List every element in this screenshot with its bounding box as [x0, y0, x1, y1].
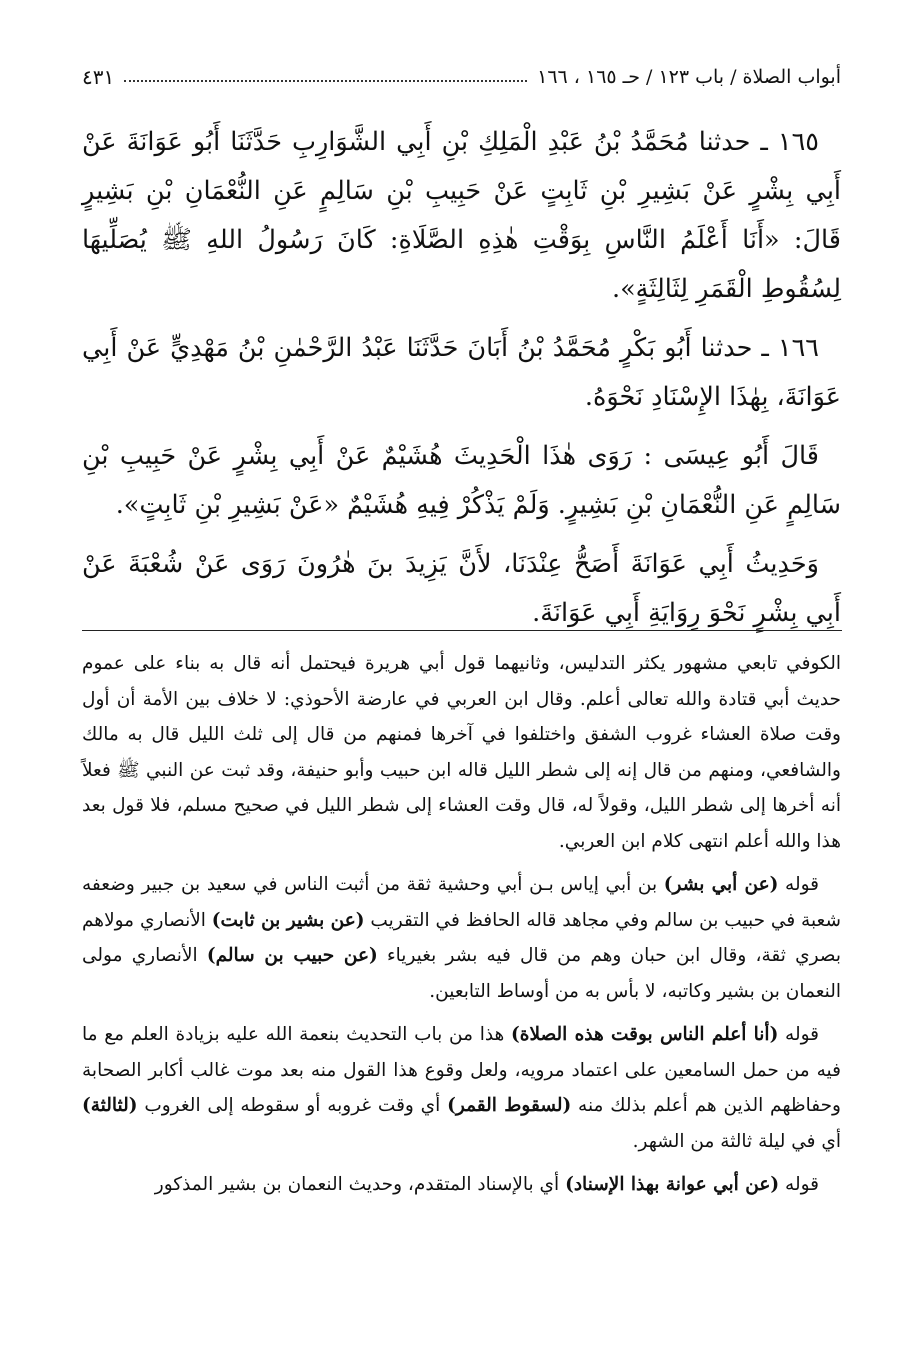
footnote-2-text-1: بن أبي إياس بـن أبي وحشية ثقة من أثبت الناس في سعيد بن جبير وضعفه شعبة في حبيب بن سالم وفي مجاهد قاله الحافظ في التقريب: [82, 874, 841, 931]
footnote-2-term-2: (عن بشير بن ثابت): [211, 909, 365, 931]
footnote-4-intro: قوله: [785, 1174, 819, 1195]
footnote-3-term-2: (لسقوط القمر): [447, 1095, 572, 1116]
footnote-4-term-1: (عن أبي عوانة بهذا الإسناد): [565, 1174, 780, 1195]
footnote-2-term-1: (عن أبي بشر): [663, 874, 779, 895]
hadith-166: ١٦٦ ـ حدثنا أَبُو بَكْرٍ مُحَمَّدُ بْنُ أَبَانَ حَدَّثَنَا عَبْدُ الرَّحْمٰنِ بْنُ مَهْدِيٍّ عَنْ أَبِي عَوَانَةَ، بِهٰذَا الإِسْنَادِ نَحْوَهُ.: [82, 333, 841, 412]
footnote-2-intro: قوله: [785, 874, 819, 895]
footnote-4: [82, 1167, 841, 1203]
header-dot-leader: [124, 80, 527, 82]
footnote-3-term-1: (أنا أعلم الناس بوقت هذه الصلاة): [511, 1024, 779, 1045]
footnote-1: الكوفي تابعي مشهور يكثر التدليس، وثانيهما قول أبي هريرة فيحتمل أنه قال به بناء على عموم حديث أبي قتادة والله تعالى أعلم. وقال ابن العربي في عارضة الأحوذي: لا خلاف بين الأمة أن أول وقت صلاة العشاء غروب الشفق واختلفوا في آخرها فمنهم من قال إلى ثلث الليل قال به مالك والشافعي، ومنهم من قال إنه إلى شطر الليل قاله ابن حبيب وأبو حنيفة، وقد ثبت عن النبي ﷺ فعلاً أنه أخرها إلى شطر الليل، وقولاً له، قال وقت العشاء إلى شطر الليل في صحيح مسلم، فلا قول بعد هذا والله أعلم انتهى كلام ابن العربي.: [82, 653, 841, 852]
footnotes: [82, 646, 841, 1211]
footnote-2: [82, 867, 841, 1009]
footnote-2-term-3: (عن حبيب بن سالم): [206, 945, 378, 966]
page-header: [82, 62, 841, 92]
footnote-3-intro: قوله: [785, 1024, 819, 1045]
footnote-separator: [82, 630, 842, 631]
commentary-abu-isa: قَالَ أَبُو عِيسَى : رَوَى هٰذَا الْحَدِيثَ هُشَيْمٌ عَنْ أَبِي بِشْرٍ عَنْ حَبِيبِ بْنِ سَالِمٍ عَنِ النُّعْمَانِ بْنِ بَشِيرٍ. وَلَمْ يَذْكُرْ فِيهِ هُشَيْمٌ «عَنْ بَشِيرِ بْنِ ثَابِتٍ».: [82, 441, 841, 520]
footnote-3-text-3: أي في ليلة ثالثة من الشهر.: [632, 1130, 841, 1152]
page-number: ٤٣١: [82, 65, 115, 89]
commentary-abu-awana: وَحَدِيثُ أَبِي عَوَانَةَ أَصَحُّ عِنْدَنَا، لأَنَّ يَزِيدَ بنَ هٰرُونَ رَوَى عَنْ شُعْبَةَ عَنْ أَبِي بِشْرٍ نَحْوَ رِوَايَةِ أَبِي عَوَانَةَ.: [82, 549, 841, 628]
hadith-165: ١٦٥ ـ حدثنا مُحَمَّدُ بْنُ عَبْدِ الْمَلِكِ بْنِ أَبِي الشَّوَارِبِ حَدَّثَنَا أَبُو عَوَانَةَ عَنْ أَبِي بِشْرٍ عَنْ بَشِيرِ بْنِ ثَابِتٍ عَنْ حَبِيبِ بْنِ سَالِمٍ عَنِ النُّعْمَانِ بْنِ بَشِيرٍ قَالَ: «أَنَا أَعْلَمُ النَّاسِ بِوَقْتِ هٰذِهِ الصَّلَاةِ: كَانَ رَسُولُ اللهِ ﷺ يُصَلِّيهَا لِسُقُوطِ الْقَمَرِ لِثَالِثَةٍ».: [82, 127, 841, 304]
footnote-3: [82, 1017, 841, 1159]
footnote-3-term-3: (لثالثة): [82, 1095, 138, 1116]
footnote-3-text-1: هذا من باب التحديث بنعمة الله عليه بزيادة العلم مع ما فيه من حمل السامعين على اعتماد مرويه، ولعل وقوع هذا القول منه بعد موت غالب أكابر الصحابة وحفاظهم الذين هم أعلم بذلك منه: [82, 1024, 841, 1116]
footnote-2-text-2: الأنصاري مولاهم بصري ثقة، وقال ابن حبان وهم من قال فيه بشر بغيرياء: [82, 909, 841, 966]
main-text: [82, 118, 841, 648]
footnote-3-text-2: أي وقت غروبه أو سقوطه إلى الغروب: [144, 1095, 441, 1116]
footnote-4-text-1: أي بالإسناد المتقدم، وحديث النعمان بن بشير المذكور: [154, 1174, 560, 1195]
running-title: أبواب الصلاة / باب ١٢٣ / حـ ١٦٥ ، ١٦٦: [537, 66, 841, 88]
footnote-2-text-3: الأنصاري مولى النعمان بن بشير وكاتبه، لا بأس به من أوساط التابعين.: [82, 945, 841, 1002]
